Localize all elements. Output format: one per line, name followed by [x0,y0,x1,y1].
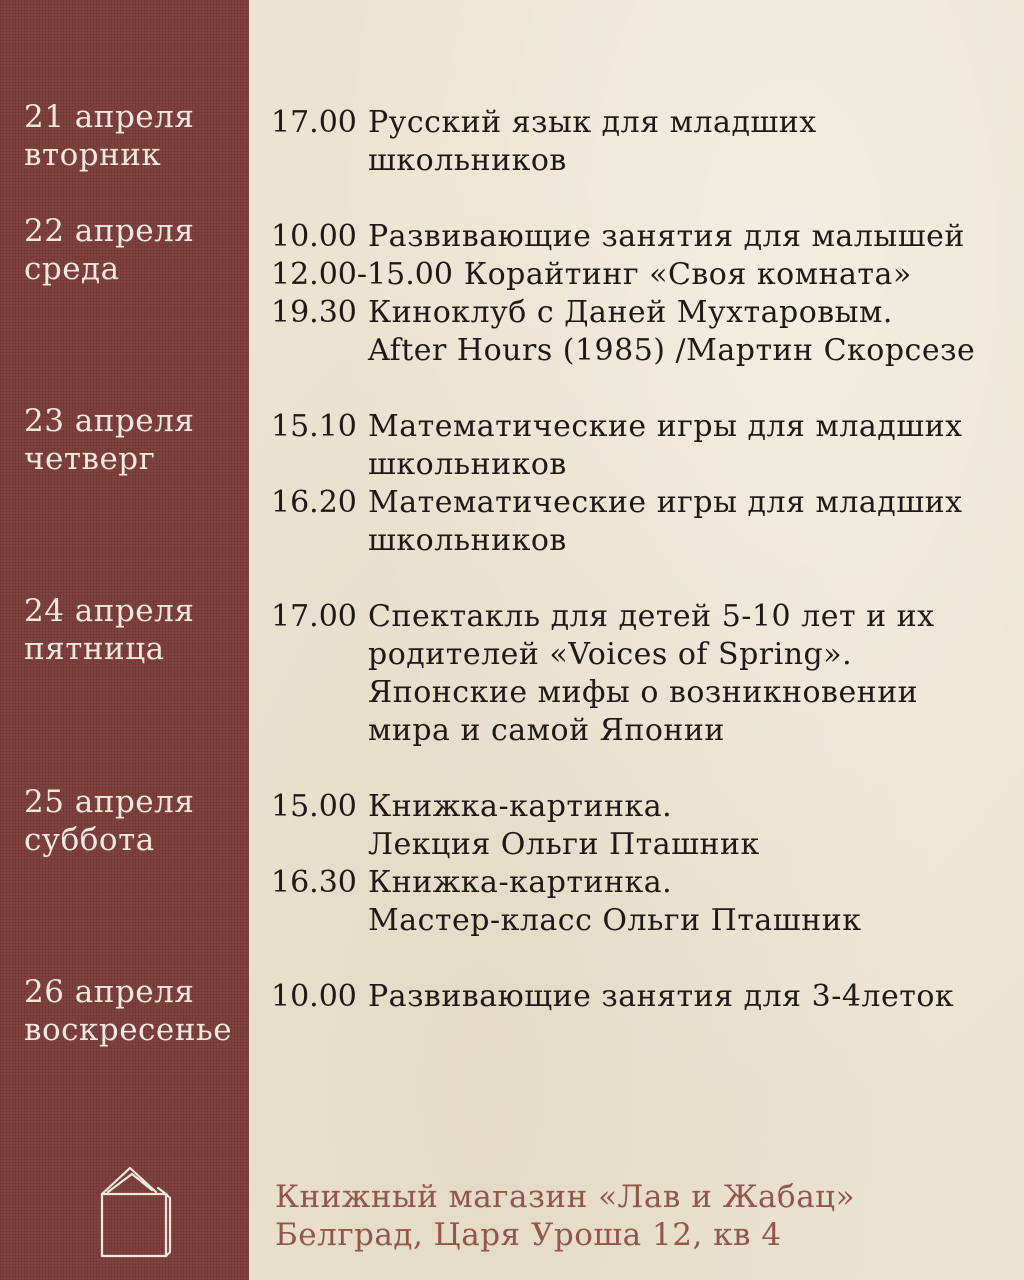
event-time: 17.00 [271,599,357,634]
events-25 [271,788,861,940]
day-date: 24 апреля [24,593,195,629]
event-title-line: школьников [368,447,567,482]
day-label-23 [24,402,194,478]
event-title-line: Книжка-картинка. [368,789,673,824]
day-date: 23 апреля [24,403,195,439]
day-date: 22 апреля [24,213,195,249]
day-label-24 [24,592,194,668]
event-title-line: Спектакль для детей 5-10 лет и их [368,599,935,634]
store-info [275,1178,855,1254]
event-title-line: родителей «Voices of Spring». [368,637,853,672]
event-title-line: Развивающие занятия для малышей [368,219,965,254]
event [271,294,975,370]
event [271,484,963,560]
event-title-line: Русский язык для младших [368,105,817,140]
day-label-21 [24,98,194,174]
event-time: 15.00 [271,789,357,824]
event-title-line: школьников [368,523,567,558]
day-date: 26 апреля [24,974,195,1010]
event [271,218,975,256]
day-weekday: пятница [24,631,165,667]
event [271,788,861,864]
day-weekday: среда [24,251,120,287]
day-label-22 [24,212,194,288]
event-title-line: мира и самой Японии [368,713,725,748]
event [271,408,963,484]
events-24 [271,598,935,750]
event-time: 16.30 [271,865,357,900]
day-weekday: суббота [24,822,155,858]
day-date: 25 апреля [24,784,195,820]
event-title-line: школьников [368,143,567,178]
day-label-25 [24,783,194,859]
event-time: 17.00 [271,105,357,140]
events-21 [271,104,817,180]
sidebar [0,0,249,1280]
day-weekday: вторник [24,137,162,173]
event-title-line: Японские мифы о возникновении [368,675,919,710]
day-label-26 [24,973,232,1049]
event [271,104,817,180]
event-time: 16.20 [271,485,357,520]
event-time: 15.10 [271,409,357,444]
event-time: 10.00 [271,979,357,1014]
event-title-line: Развивающие занятия для 3-4леток [368,979,955,1014]
store-name: Книжный магазин «Лав и Жабац» [275,1179,856,1215]
day-date: 21 апреля [24,99,195,135]
events-26 [271,978,954,1016]
event [271,864,861,940]
event-time: 10.00 [271,219,357,254]
open-book-icon [96,1162,174,1260]
event-time: 12.00-15.00 [271,257,453,292]
events-23 [271,408,963,560]
event-title-line: Корайтинг «Своя комната» [463,257,912,292]
event-title-line: Мастер-класс Ольги Пташник [368,903,862,938]
event-title-line: Киноклуб с Даней Мухтаровым. [368,295,893,330]
event [271,978,954,1016]
event-title-line: After Hours (1985) /Мартин Скорсезе [368,333,976,368]
day-weekday: четверг [24,441,156,477]
event-title-line: Математические игры для младших [368,409,963,444]
event [271,598,935,750]
event-title-line: Лекция Ольги Пташник [368,827,760,862]
event-title-line: Математические игры для младших [368,485,963,520]
event-title-line: Книжка-картинка. [368,865,673,900]
events-22 [271,218,975,370]
day-weekday: воскресенье [24,1012,233,1048]
store-address: Белград, Царя Уроша 12, кв 4 [275,1217,782,1253]
event-time: 19.30 [271,295,357,330]
event [271,256,975,294]
